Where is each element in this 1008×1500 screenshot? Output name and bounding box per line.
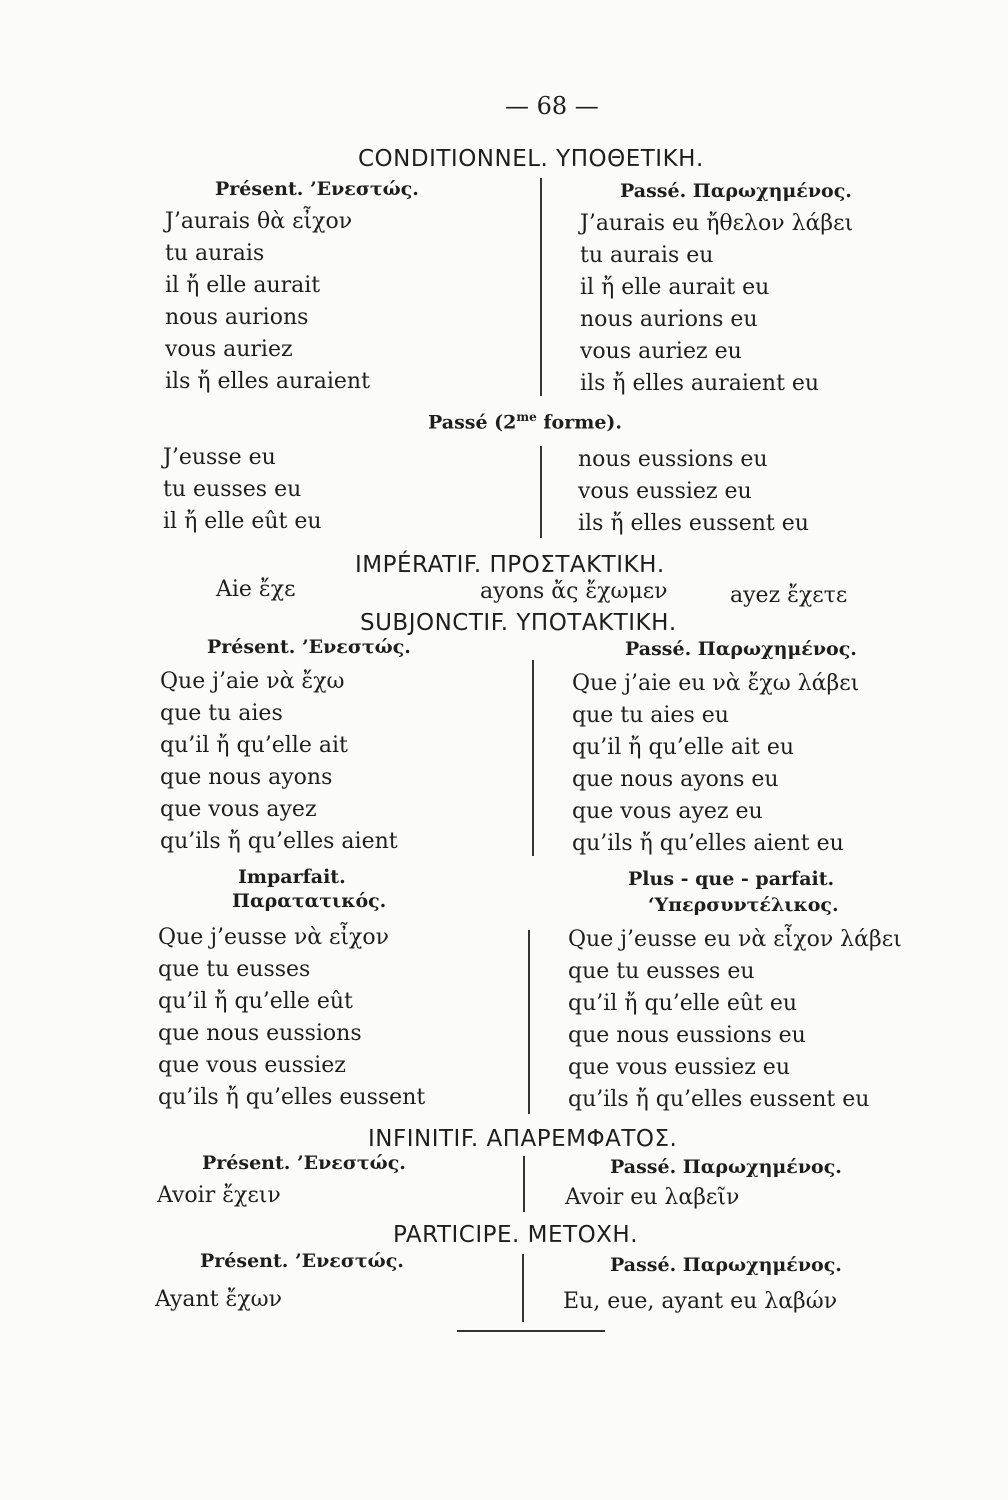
list-item: que vous ayez eu bbox=[572, 799, 763, 824]
participe-present-heading: Présent. ’Ενεστώς. bbox=[200, 1250, 404, 1272]
list-item: nous eussions eu bbox=[578, 447, 768, 472]
column-divider bbox=[540, 446, 542, 538]
list-item: que tu aies bbox=[160, 701, 283, 726]
list-item: vous auriez eu bbox=[580, 339, 742, 364]
list-item: que tu eusses eu bbox=[568, 959, 755, 984]
list-item: Que j’aie eu νὰ ἔχω λάβει bbox=[572, 671, 860, 696]
infinitif-present-heading: Présent. ’Ενεστώς. bbox=[202, 1152, 406, 1174]
list-item: vous auriez bbox=[165, 337, 293, 362]
list-item: qu’il ἤ qu’elle ait eu bbox=[572, 735, 795, 760]
list-item: que tu aies eu bbox=[572, 703, 729, 728]
list-item: il ἤ elle aurait eu bbox=[580, 275, 770, 300]
list-item: il ἤ elle aurait bbox=[165, 273, 321, 298]
list-item: que nous ayons bbox=[160, 765, 333, 790]
section-title-conditionnel: CONDITIONNEL. ΥΠΟΘΕΤΙΚΗ. bbox=[358, 146, 704, 172]
conditionnel-passe-list bbox=[580, 208, 853, 400]
list-item: que vous ayez bbox=[160, 797, 317, 822]
list-item: ils ἤ elles eussent eu bbox=[578, 511, 809, 536]
infinitif-present-line: Avoir ἔχειν bbox=[157, 1183, 281, 1208]
subjonctif-imparfait-heading: Imparfait. bbox=[238, 866, 346, 888]
list-item: que nous eussions eu bbox=[568, 1023, 806, 1048]
list-item: qu’ils ἤ qu’elles eussent bbox=[158, 1085, 426, 1110]
list-item: nous aurions bbox=[165, 305, 309, 330]
list-item: qu’ils ἤ qu’elles eussent eu bbox=[568, 1087, 870, 1112]
conditionnel-passe-heading: Passé. Παρωχημένος. bbox=[620, 180, 852, 202]
list-item: tu aurais eu bbox=[580, 243, 714, 268]
list-item: il ἤ elle eût eu bbox=[163, 509, 322, 534]
list-item: vous eussiez eu bbox=[578, 479, 752, 504]
subjonctif-present-list bbox=[160, 666, 398, 858]
section-title-subjonctif: SUBJONCTIF. ΥΠΟΤΑΚΤΙΚΗ. bbox=[360, 610, 677, 636]
participe-present-line: Ayant ἔχων bbox=[155, 1287, 282, 1312]
imperatif-item: ayez ἔχετε bbox=[730, 583, 848, 608]
infinitif-passe-line: Avoir eu λαβεῖν bbox=[565, 1185, 740, 1210]
subjonctif-imparfait-subheading: Παρατατικός. bbox=[232, 890, 387, 912]
section-title-imperatif: IMPÉRATIF. ΠΡΟΣΤΑΚΤΙΚΗ. bbox=[355, 552, 665, 578]
list-item: qu’ils ἤ qu’elles aient eu bbox=[572, 831, 844, 856]
conditionnel-passe2-right-list bbox=[578, 444, 809, 540]
subjonctif-imparfait-list bbox=[158, 922, 425, 1114]
conditionnel-present-heading: Présent. ’Ενεστώς. bbox=[215, 178, 419, 200]
list-item: J’aurais θὰ εἶχον bbox=[165, 209, 353, 234]
list-item: que vous eussiez bbox=[158, 1053, 346, 1078]
list-item: tu eusses eu bbox=[163, 477, 302, 502]
column-divider bbox=[532, 660, 534, 856]
list-item: Que j’aie νὰ ἔχω bbox=[160, 669, 345, 694]
list-item: que tu eusses bbox=[158, 957, 311, 982]
column-divider bbox=[523, 1156, 525, 1212]
subjonctif-passe-list bbox=[572, 668, 859, 860]
column-divider bbox=[528, 930, 530, 1114]
list-item: ils ἤ elles auraient eu bbox=[580, 371, 820, 396]
section-title-infinitif: INFINITIF. ΑΠΑΡΕΜΦΑΤΟΣ. bbox=[368, 1126, 678, 1152]
list-item: nous aurions eu bbox=[580, 307, 758, 332]
subjonctif-pqp-subheading: ‘Υπερσυντέλικος. bbox=[648, 894, 839, 916]
list-item: qu’il ἤ qu’elle eût eu bbox=[568, 991, 798, 1016]
infinitif-passe-heading: Passé. Παρωχημένος. bbox=[610, 1156, 842, 1178]
subjonctif-present-heading: Présent. ’Ενεστώς. bbox=[207, 636, 411, 658]
list-item: qu’il ἤ qu’elle eût bbox=[158, 989, 353, 1014]
conditionnel-present-list bbox=[165, 206, 370, 398]
section-title-participe: PARTICIPE. ΜΕΤΟΧΗ. bbox=[393, 1222, 639, 1248]
list-item: J’eusse eu bbox=[163, 445, 276, 470]
participe-passe-heading: Passé. Παρωχημένος. bbox=[610, 1254, 842, 1276]
list-item: Que j’eusse νὰ εἶχον bbox=[158, 925, 390, 950]
participe-passe-line: Eu, eue, ayant eu λαβών bbox=[563, 1289, 838, 1314]
list-item: qu’ils ἤ qu’elles aient bbox=[160, 829, 398, 854]
list-item: que nous ayons eu bbox=[572, 767, 779, 792]
imperatif-item: ayons ἄς ἔχωμεν bbox=[480, 579, 668, 604]
list-item: que vous eussiez eu bbox=[568, 1055, 790, 1080]
page-number: — 68 — bbox=[505, 92, 599, 120]
subjonctif-pqp-heading: Plus - que - parfait. bbox=[628, 868, 835, 890]
conditionnel-passe2-left-list bbox=[163, 442, 322, 538]
conditionnel-passe2-heading: Passé ($2^{me}$ forme). bbox=[428, 410, 623, 434]
list-item: qu’il ἤ qu’elle ait bbox=[160, 733, 348, 758]
subjonctif-pqp-list bbox=[568, 924, 902, 1116]
column-divider bbox=[522, 1254, 524, 1322]
bottom-rule bbox=[457, 1330, 605, 1332]
imperatif-item: Aie ἔχε bbox=[216, 577, 296, 602]
subjonctif-passe-heading: Passé. Παρωχημένος. bbox=[625, 638, 857, 660]
list-item: ils ἤ elles auraient bbox=[165, 369, 370, 394]
list-item: J’aurais eu ἤθελον λάβει bbox=[580, 211, 854, 236]
list-item: tu aurais bbox=[165, 241, 265, 266]
list-item: que nous eussions bbox=[158, 1021, 362, 1046]
list-item: Que j’eusse eu νὰ εἶχον λάβει bbox=[568, 927, 902, 952]
column-divider bbox=[540, 178, 542, 396]
